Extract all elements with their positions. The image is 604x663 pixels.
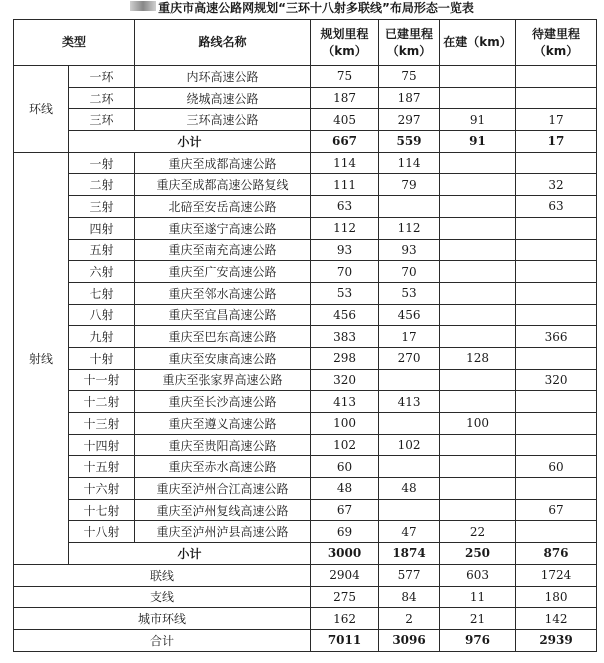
table-row — [14, 326, 597, 348]
route-name: 内环高速公路 — [135, 66, 311, 88]
built-km: 48 — [379, 478, 440, 500]
to-build-km — [516, 434, 597, 456]
under-construction-km — [440, 499, 516, 521]
route-code: 十五射 — [69, 456, 135, 478]
built-km: 413 — [379, 391, 440, 413]
route-code: 一环 — [69, 66, 135, 88]
planned-km: 67 — [311, 499, 379, 521]
route-name: 重庆至贵阳高速公路 — [135, 434, 311, 456]
built-km: 84 — [379, 586, 440, 608]
planned-km: 187 — [311, 87, 379, 109]
route-name: 三环高速公路 — [135, 109, 311, 131]
route-code: 一射 — [69, 152, 135, 174]
built-km: 270 — [379, 347, 440, 369]
route-name: 重庆至泸州复线高速公路 — [135, 499, 311, 521]
header-built: 已建里程（km） — [379, 20, 440, 66]
planned-km: 63 — [311, 196, 379, 218]
planned-km: 53 — [311, 282, 379, 304]
built-km: 70 — [379, 261, 440, 283]
under-construction-km — [440, 66, 516, 88]
route-code: 十八射 — [69, 521, 135, 543]
route-code: 十七射 — [69, 499, 135, 521]
under-construction-km — [440, 304, 516, 326]
subtotal-label: 小计 — [69, 131, 311, 153]
under-construction-km: 603 — [440, 564, 516, 586]
planned-km: 69 — [311, 521, 379, 543]
header-to-build: 待建里程（km） — [516, 20, 597, 66]
to-build-km: 320 — [516, 369, 597, 391]
built-km: 1874 — [379, 543, 440, 565]
table-row — [14, 586, 597, 608]
header-route-name: 路线名称 — [135, 20, 311, 66]
to-build-km — [516, 282, 597, 304]
under-construction-km — [440, 369, 516, 391]
to-build-km — [516, 152, 597, 174]
built-km: 75 — [379, 66, 440, 88]
to-build-km — [516, 391, 597, 413]
under-construction-km: 22 — [440, 521, 516, 543]
radial-group-label: 射线 — [14, 152, 69, 564]
row-label: 支线 — [14, 586, 311, 608]
under-construction-km — [440, 478, 516, 500]
ring-subtotal-row — [14, 131, 597, 153]
table-row — [14, 391, 597, 413]
planned-km: 100 — [311, 413, 379, 435]
to-build-km — [516, 239, 597, 261]
under-construction-km — [440, 217, 516, 239]
route-code: 五射 — [69, 239, 135, 261]
route-name: 重庆至泸州泸县高速公路 — [135, 521, 311, 543]
table-row — [14, 434, 597, 456]
table-row — [14, 152, 597, 174]
highway-plan-table — [13, 19, 597, 652]
route-code: 八射 — [69, 304, 135, 326]
planned-km: 275 — [311, 586, 379, 608]
under-construction-km: 21 — [440, 608, 516, 630]
route-name: 重庆至遂宁高速公路 — [135, 217, 311, 239]
route-code: 十一射 — [69, 369, 135, 391]
route-code: 三射 — [69, 196, 135, 218]
table-title-text: 重庆市高速公路网规划“三环十八射多联线”布局形态一览表 — [158, 1, 474, 15]
route-name: 重庆至成都高速公路复线 — [135, 174, 311, 196]
table-row — [14, 369, 597, 391]
built-km: 93 — [379, 239, 440, 261]
ring-group-label: 环线 — [14, 66, 69, 153]
built-km: 17 — [379, 326, 440, 348]
route-name: 重庆至泸州合江高速公路 — [135, 478, 311, 500]
header-under-construction: 在建（km） — [440, 20, 516, 66]
to-build-km: 60 — [516, 456, 597, 478]
planned-km: 667 — [311, 131, 379, 153]
under-construction-km: 976 — [440, 629, 516, 651]
route-code: 六射 — [69, 261, 135, 283]
to-build-km: 180 — [516, 586, 597, 608]
built-km — [379, 499, 440, 521]
table-row — [14, 239, 597, 261]
planned-km: 413 — [311, 391, 379, 413]
to-build-km: 17 — [516, 109, 597, 131]
route-name: 重庆至宜昌高速公路 — [135, 304, 311, 326]
table-row — [14, 499, 597, 521]
table-row — [14, 413, 597, 435]
under-construction-km — [440, 434, 516, 456]
route-code: 四射 — [69, 217, 135, 239]
under-construction-km: 250 — [440, 543, 516, 565]
built-km — [379, 369, 440, 391]
under-construction-km — [440, 326, 516, 348]
planned-km: 112 — [311, 217, 379, 239]
to-build-km — [516, 66, 597, 88]
to-build-km: 32 — [516, 174, 597, 196]
table-row — [14, 282, 597, 304]
route-name: 重庆至巴东高速公路 — [135, 326, 311, 348]
header-planned: 规划里程（km） — [311, 20, 379, 66]
row-label: 联线 — [14, 564, 311, 586]
route-code: 三环 — [69, 109, 135, 131]
built-km: 79 — [379, 174, 440, 196]
radial-subtotal-row — [14, 543, 597, 565]
planned-km: 2904 — [311, 564, 379, 586]
to-build-km: 142 — [516, 608, 597, 630]
to-build-km — [516, 87, 597, 109]
planned-km: 456 — [311, 304, 379, 326]
to-build-km — [516, 217, 597, 239]
table-row — [14, 196, 597, 218]
planned-km: 111 — [311, 174, 379, 196]
planned-km: 298 — [311, 347, 379, 369]
built-km — [379, 196, 440, 218]
to-build-km: 67 — [516, 499, 597, 521]
built-km: 47 — [379, 521, 440, 543]
planned-km: 60 — [311, 456, 379, 478]
to-build-km — [516, 304, 597, 326]
built-km: 2 — [379, 608, 440, 630]
built-km: 187 — [379, 87, 440, 109]
table-row — [14, 66, 597, 88]
built-km: 297 — [379, 109, 440, 131]
route-code: 二射 — [69, 174, 135, 196]
to-build-km — [516, 347, 597, 369]
watermark-logo-icon — [130, 1, 156, 11]
route-name: 重庆至广安高速公路 — [135, 261, 311, 283]
planned-km: 320 — [311, 369, 379, 391]
built-km: 456 — [379, 304, 440, 326]
row-label: 城市环线 — [14, 608, 311, 630]
to-build-km: 876 — [516, 543, 597, 565]
table-row — [14, 109, 597, 131]
route-name: 重庆至张家界高速公路 — [135, 369, 311, 391]
route-name: 重庆至赤水高速公路 — [135, 456, 311, 478]
to-build-km: 2939 — [516, 629, 597, 651]
planned-km: 48 — [311, 478, 379, 500]
route-code: 九射 — [69, 326, 135, 348]
to-build-km — [516, 261, 597, 283]
planned-km: 162 — [311, 608, 379, 630]
subtotal-label: 小计 — [69, 543, 311, 565]
route-name: 重庆至南充高速公路 — [135, 239, 311, 261]
total-row — [14, 629, 597, 651]
built-km — [379, 456, 440, 478]
table-row — [14, 347, 597, 369]
under-construction-km — [440, 196, 516, 218]
under-construction-km — [440, 174, 516, 196]
built-km — [379, 413, 440, 435]
to-build-km — [516, 478, 597, 500]
table-row — [14, 87, 597, 109]
under-construction-km: 91 — [440, 131, 516, 153]
route-code: 十六射 — [69, 478, 135, 500]
planned-km: 7011 — [311, 629, 379, 651]
route-name: 绕城高速公路 — [135, 87, 311, 109]
under-construction-km — [440, 261, 516, 283]
table-row — [14, 521, 597, 543]
planned-km: 114 — [311, 152, 379, 174]
under-construction-km: 11 — [440, 586, 516, 608]
under-construction-km — [440, 239, 516, 261]
route-code: 十三射 — [69, 413, 135, 435]
built-km: 559 — [379, 131, 440, 153]
to-build-km — [516, 521, 597, 543]
built-km: 112 — [379, 217, 440, 239]
table-row — [14, 564, 597, 586]
to-build-km: 63 — [516, 196, 597, 218]
planned-km: 383 — [311, 326, 379, 348]
planned-km: 102 — [311, 434, 379, 456]
route-code: 七射 — [69, 282, 135, 304]
planned-km: 3000 — [311, 543, 379, 565]
to-build-km — [516, 413, 597, 435]
table-row — [14, 304, 597, 326]
under-construction-km: 100 — [440, 413, 516, 435]
route-name: 重庆至长沙高速公路 — [135, 391, 311, 413]
under-construction-km: 128 — [440, 347, 516, 369]
table-row — [14, 174, 597, 196]
planned-km: 405 — [311, 109, 379, 131]
route-name: 重庆至遵义高速公路 — [135, 413, 311, 435]
table-row — [14, 261, 597, 283]
to-build-km: 366 — [516, 326, 597, 348]
built-km: 577 — [379, 564, 440, 586]
route-name: 北碚至安岳高速公路 — [135, 196, 311, 218]
route-code: 十射 — [69, 347, 135, 369]
total-label: 合计 — [14, 629, 311, 651]
planned-km: 93 — [311, 239, 379, 261]
route-code: 十四射 — [69, 434, 135, 456]
table-row — [14, 478, 597, 500]
planned-km: 70 — [311, 261, 379, 283]
route-name: 重庆至成都高速公路 — [135, 152, 311, 174]
to-build-km: 17 — [516, 131, 597, 153]
table-row — [14, 456, 597, 478]
route-name: 重庆至邻水高速公路 — [135, 282, 311, 304]
under-construction-km: 91 — [440, 109, 516, 131]
table-title — [0, 0, 604, 18]
route-code: 十二射 — [69, 391, 135, 413]
route-code: 二环 — [69, 87, 135, 109]
under-construction-km — [440, 282, 516, 304]
planned-km: 75 — [311, 66, 379, 88]
under-construction-km — [440, 152, 516, 174]
table-row — [14, 217, 597, 239]
route-name: 重庆至安康高速公路 — [135, 347, 311, 369]
to-build-km: 1724 — [516, 564, 597, 586]
built-km: 102 — [379, 434, 440, 456]
table-row — [14, 608, 597, 630]
header-type: 类型 — [14, 20, 135, 66]
built-km: 114 — [379, 152, 440, 174]
built-km: 53 — [379, 282, 440, 304]
under-construction-km — [440, 456, 516, 478]
built-km: 3096 — [379, 629, 440, 651]
under-construction-km — [440, 87, 516, 109]
under-construction-km — [440, 391, 516, 413]
